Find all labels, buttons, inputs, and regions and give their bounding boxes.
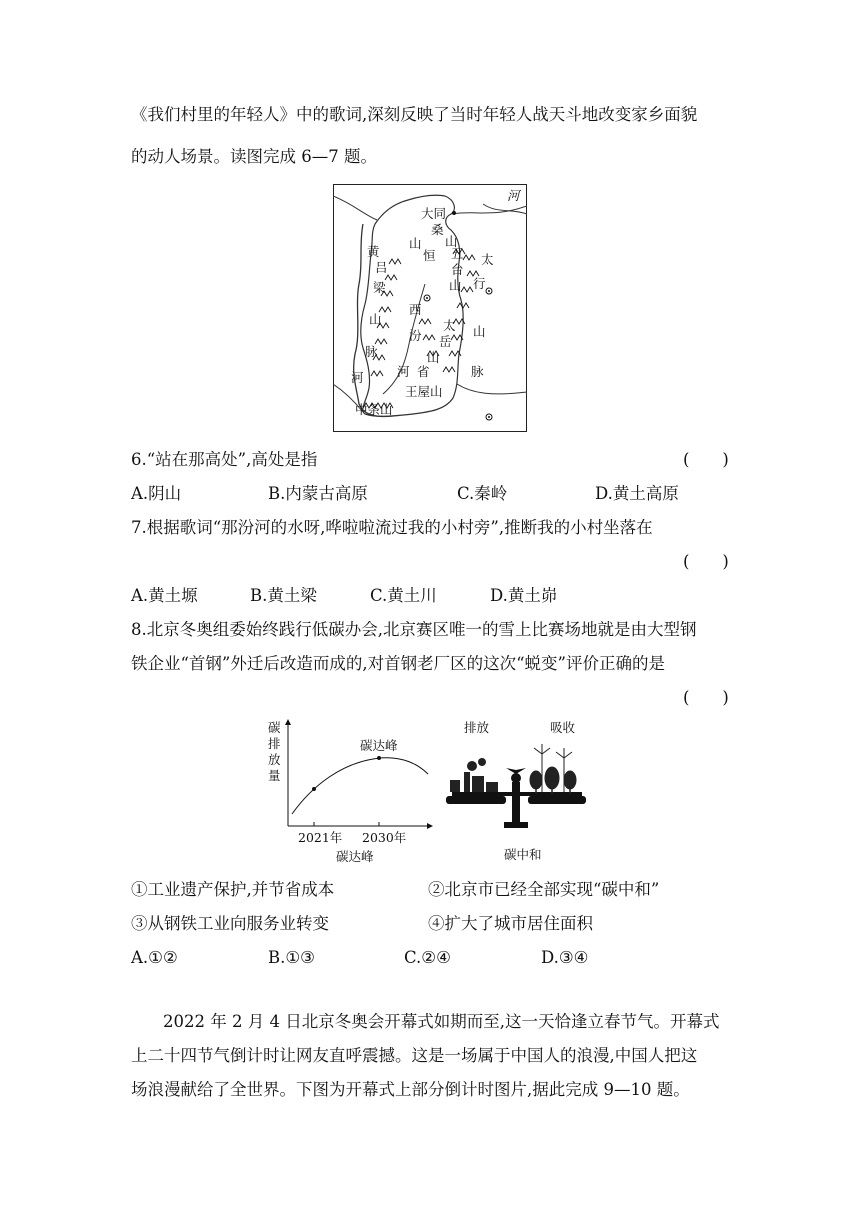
q8-stem-2: 铁企业“首钢”外迁后改造而成的,对首钢老厂区的这次“蜕变”评价正确的是 (131, 654, 665, 673)
q7-stem: 7.根据歌词“那汾河的水呀,哗啦啦流过我的小村旁”,推断我的小村坐落在 (131, 518, 653, 537)
q8-statement-1: ①工业遗产保护,并节省成本 (131, 880, 335, 899)
map-label-he2: 河 (397, 364, 410, 379)
balance-caption: 碳中和 (504, 847, 542, 862)
x-tick-2030: 2030年 (362, 830, 407, 845)
q8-option-a[interactable]: A.①② (131, 948, 178, 967)
q7-option-b[interactable]: B.黄土梁 (250, 586, 317, 605)
map-label-lv: 吕 (375, 260, 388, 275)
q6-stem: 6.“站在那高处”,高处是指 (131, 450, 318, 469)
map-label-tai3: 太 (443, 318, 456, 333)
map-label-wu: 五 (451, 246, 464, 261)
q7-option-a[interactable]: A.黄土塬 (131, 586, 198, 605)
peak-label: 碳达峰 (360, 738, 398, 753)
q6-option-a[interactable]: A.阴山 (131, 484, 182, 503)
emission-label: 排放 (464, 720, 490, 735)
q8-statement-2: ②北京市已经全部实现“碳中和” (428, 880, 660, 899)
x-tick-2021: 2021年 (298, 830, 343, 845)
point-2021 (312, 787, 316, 791)
map-label-sang: 桑 (431, 222, 444, 237)
map-label-wangwu: 王屋山 (405, 384, 443, 399)
map-label-he-left: 河 (351, 370, 364, 385)
chart-caption: 碳达峰 (336, 849, 374, 864)
ylabel-char-3: 放 (268, 752, 281, 767)
intro-line-2: 的动人场景。读图完成 6—7 题。 (131, 147, 377, 166)
map-label-shan2: 山 (445, 234, 458, 249)
q6-answer-paren: ( ) (683, 450, 729, 469)
map-label-mai2: 脉 (471, 364, 484, 379)
q8-stem-1: 8.北京冬奥组委始终践行低碳办会,北京赛区唯一的雪上比赛场地就是由大型钢 (131, 620, 697, 639)
map-label-datong: 大同 (421, 206, 447, 221)
q8-statement-3: ③从钢铁工业向服务业转变 (131, 914, 329, 933)
q7-option-d[interactable]: D.黄土峁 (490, 586, 558, 605)
q8-option-d[interactable]: D.③④ (541, 948, 589, 967)
map-label-he-top: 河 (507, 188, 520, 203)
map-label-heng: 恒 (423, 248, 436, 263)
passage-line-2: 上二十四节气倒计时让网友直呼震撼。这是一场属于中国人的浪漫,中国人把这 (131, 1046, 698, 1065)
ylabel-char-2: 排 (268, 736, 281, 751)
map-label-yue: 岳 (439, 334, 452, 349)
q8-answer-paren: ( ) (683, 688, 729, 707)
map-label-shan6: 山 (473, 324, 486, 339)
q8-option-c[interactable]: C.②④ (404, 948, 451, 967)
map-label-sheng: 省 (417, 364, 430, 379)
q8-option-b[interactable]: B.①③ (268, 948, 315, 967)
absorption-label: 吸收 (550, 720, 576, 735)
carbon-curve (292, 758, 428, 814)
map-label-tai1: 台 (451, 262, 464, 277)
q7-option-c[interactable]: C.黄土川 (370, 586, 437, 605)
q6-option-b[interactable]: B.内蒙古高原 (268, 484, 368, 503)
map-label-shan5: 山 (427, 350, 440, 365)
q6-option-d[interactable]: D.黄土高原 (595, 484, 679, 503)
shanxi-map (333, 184, 527, 432)
passage-line-3: 场浪漫献给了全世界。下图为开幕式上部分倒计时图片,据此完成 9—10 题。 (131, 1080, 690, 1099)
ylabel-char-1: 碳 (268, 720, 281, 735)
point-2030 (377, 756, 381, 760)
map-label-liang: 梁 (373, 280, 386, 295)
factory-icon (450, 758, 498, 792)
q6-option-c[interactable]: C.秦岭 (457, 484, 508, 503)
intro-line-1: 《我们村里的年轻人》中的歌词,深刻反映了当时年轻人战天斗地改变家乡面貌 (131, 105, 698, 124)
map-label-shan3: 山 (449, 278, 462, 293)
map-label-huang: 黄 (367, 244, 380, 259)
map-label-fen: 汾 (409, 328, 422, 343)
carbon-peak-chart (262, 716, 442, 866)
tree-turbine-icon (530, 744, 576, 794)
map-label-hang: 行 (473, 276, 486, 291)
q7-answer-paren: ( ) (683, 552, 729, 571)
map-label-xi: 西 (409, 302, 422, 317)
map-label-tai2: 太 (481, 252, 494, 267)
map-label-shan4: 山 (369, 312, 382, 327)
carbon-neutral-balance (442, 716, 592, 866)
map-label-mai1: 脉 (365, 344, 378, 359)
passage-line-1: 2022 年 2 月 4 日北京冬奥会开幕式如期而至,这一天恰逢立春节气。开幕式 (163, 1012, 720, 1031)
ylabel-char-4: 量 (268, 768, 281, 783)
map-label-zhongtiao: 中条山 (355, 402, 393, 417)
map-label-shan1: 山 (409, 236, 422, 251)
q8-statement-4: ④扩大了城市居住面积 (428, 914, 593, 933)
